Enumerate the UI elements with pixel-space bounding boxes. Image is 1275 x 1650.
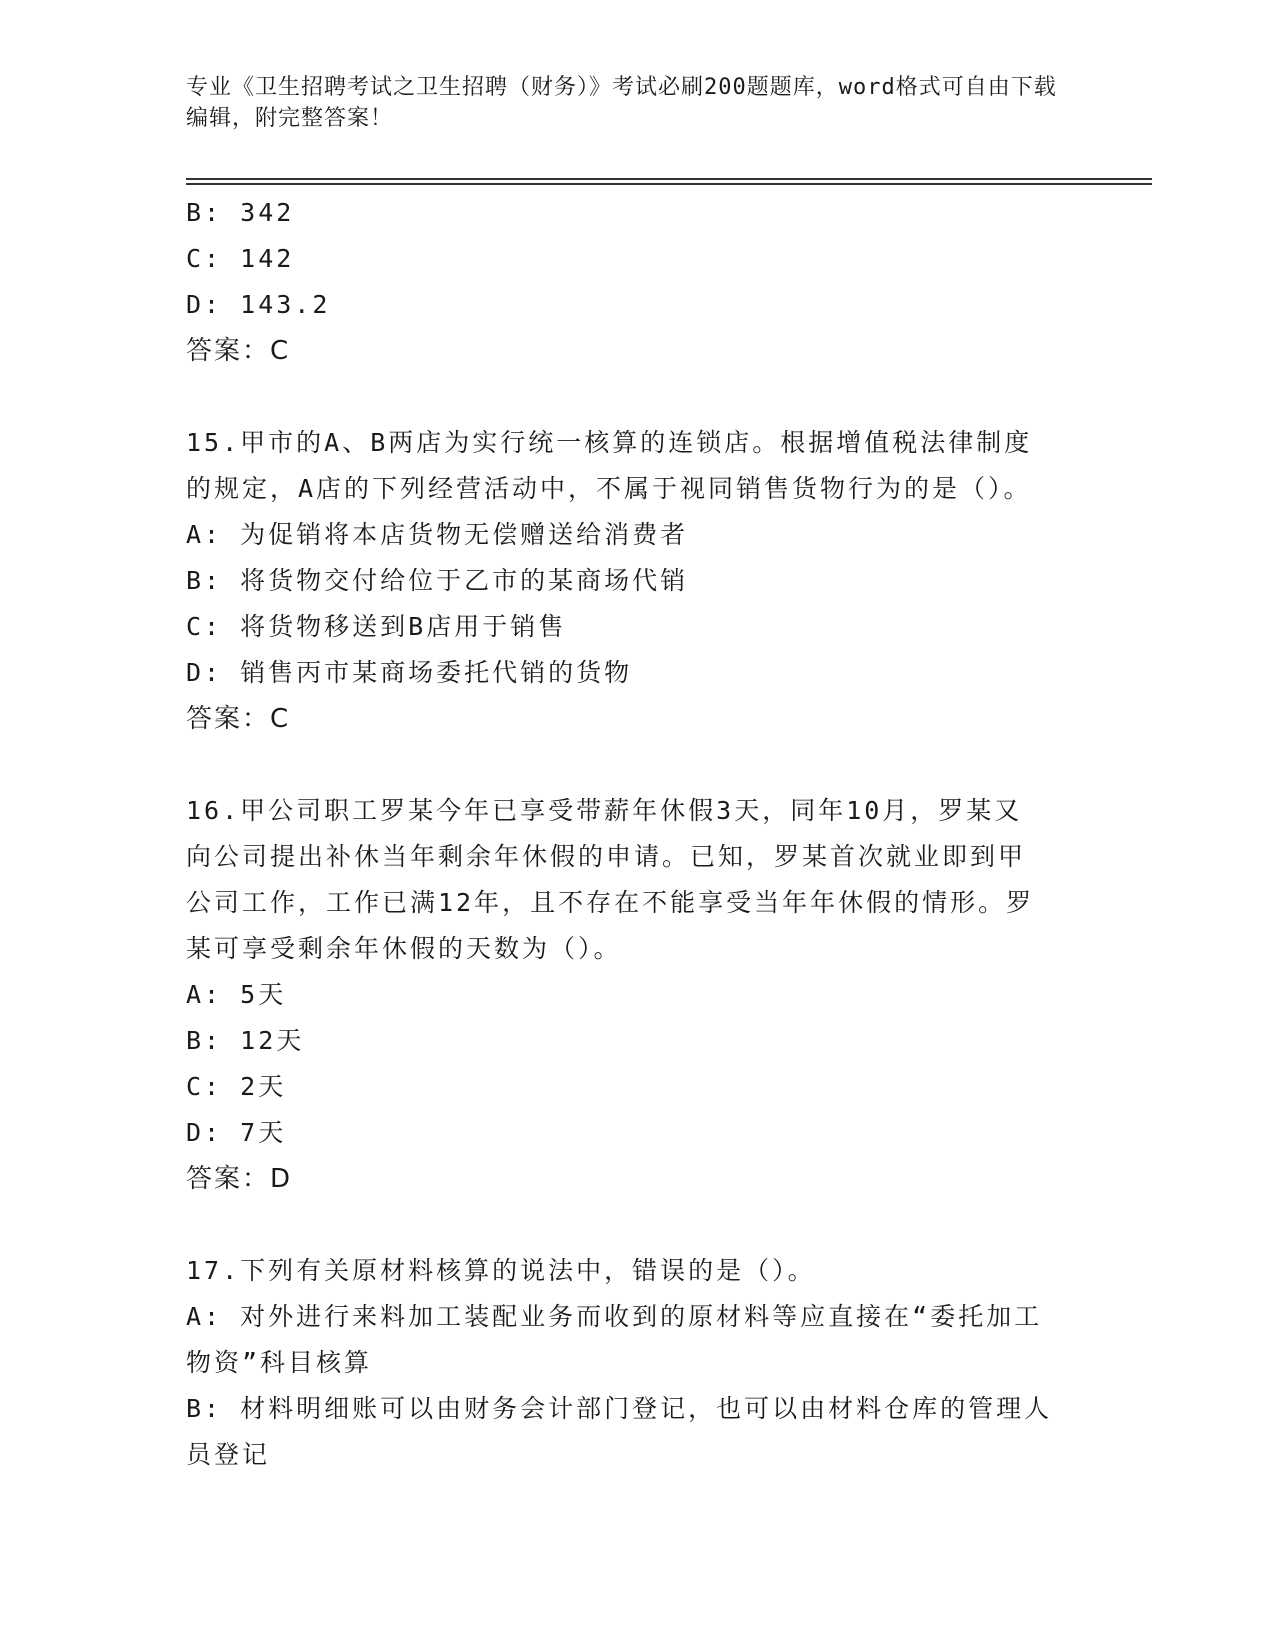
page-header: 专业《卫生招聘考试之卫生招聘（财务）》考试必刷200题题库，word格式可自由下载编辑，附完整答案！ bbox=[186, 75, 1057, 131]
option-line: D: 销售丙市某商场委托代销的货物 bbox=[186, 658, 633, 687]
question-content bbox=[186, 190, 1086, 1478]
question-stem-line: 向公司提出补休当年剩余年休假的申请。已知，罗某首次就业即到甲 bbox=[186, 842, 1027, 871]
option-line: B: 12天 bbox=[186, 1026, 305, 1055]
question-stem-line: 15.甲市的A、B两店为实行统一核算的连锁店。根据增值税法律制度 bbox=[186, 428, 1033, 457]
answer-line: 答案：C bbox=[186, 704, 291, 734]
option-line: D: 143.2 bbox=[186, 290, 331, 319]
option-line: 物资”科目核算 bbox=[186, 1348, 373, 1377]
option-line: B: 材料明细账可以由财务会计部门登记，也可以由材料仓库的管理人 bbox=[186, 1394, 1053, 1423]
option-line: A: 5天 bbox=[186, 980, 287, 1009]
option-line: C: 2天 bbox=[186, 1072, 287, 1101]
option-line: B: 将货物交付给位于乙市的某商场代销 bbox=[186, 566, 689, 595]
option-line: C: 142 bbox=[186, 244, 295, 273]
answer-line: 答案：D bbox=[186, 1164, 293, 1194]
question-stem-line: 公司工作，工作已满12年，且不存在不能享受当年年休假的情形。罗 bbox=[186, 888, 1035, 917]
header-divider-bottom bbox=[186, 183, 1152, 185]
header-divider-top bbox=[186, 178, 1152, 180]
question-stem-line: 17.下列有关原材料核算的说法中，错误的是（）。 bbox=[186, 1256, 816, 1285]
option-line: B: 342 bbox=[186, 198, 295, 227]
option-line: A: 对外进行来料加工装配业务而收到的原材料等应直接在“委托加工 bbox=[186, 1302, 1043, 1331]
question-stem-line: 某可享受剩余年休假的天数为（）。 bbox=[186, 934, 622, 963]
question-stem-line: 的规定，A店的下列经营活动中，不属于视同销售货物行为的是（）。 bbox=[186, 474, 1032, 503]
option-line: A: 为促销将本店货物无偿赠送给消费者 bbox=[186, 520, 689, 549]
option-line: D: 7天 bbox=[186, 1118, 287, 1147]
answer-line: 答案：C bbox=[186, 336, 291, 366]
option-line: 员登记 bbox=[186, 1440, 271, 1469]
option-line: C: 将货物移送到B店用于销售 bbox=[186, 612, 567, 641]
question-stem-line: 16.甲公司职工罗某今年已享受带薪年休假3天，同年10月，罗某又 bbox=[186, 796, 1023, 825]
